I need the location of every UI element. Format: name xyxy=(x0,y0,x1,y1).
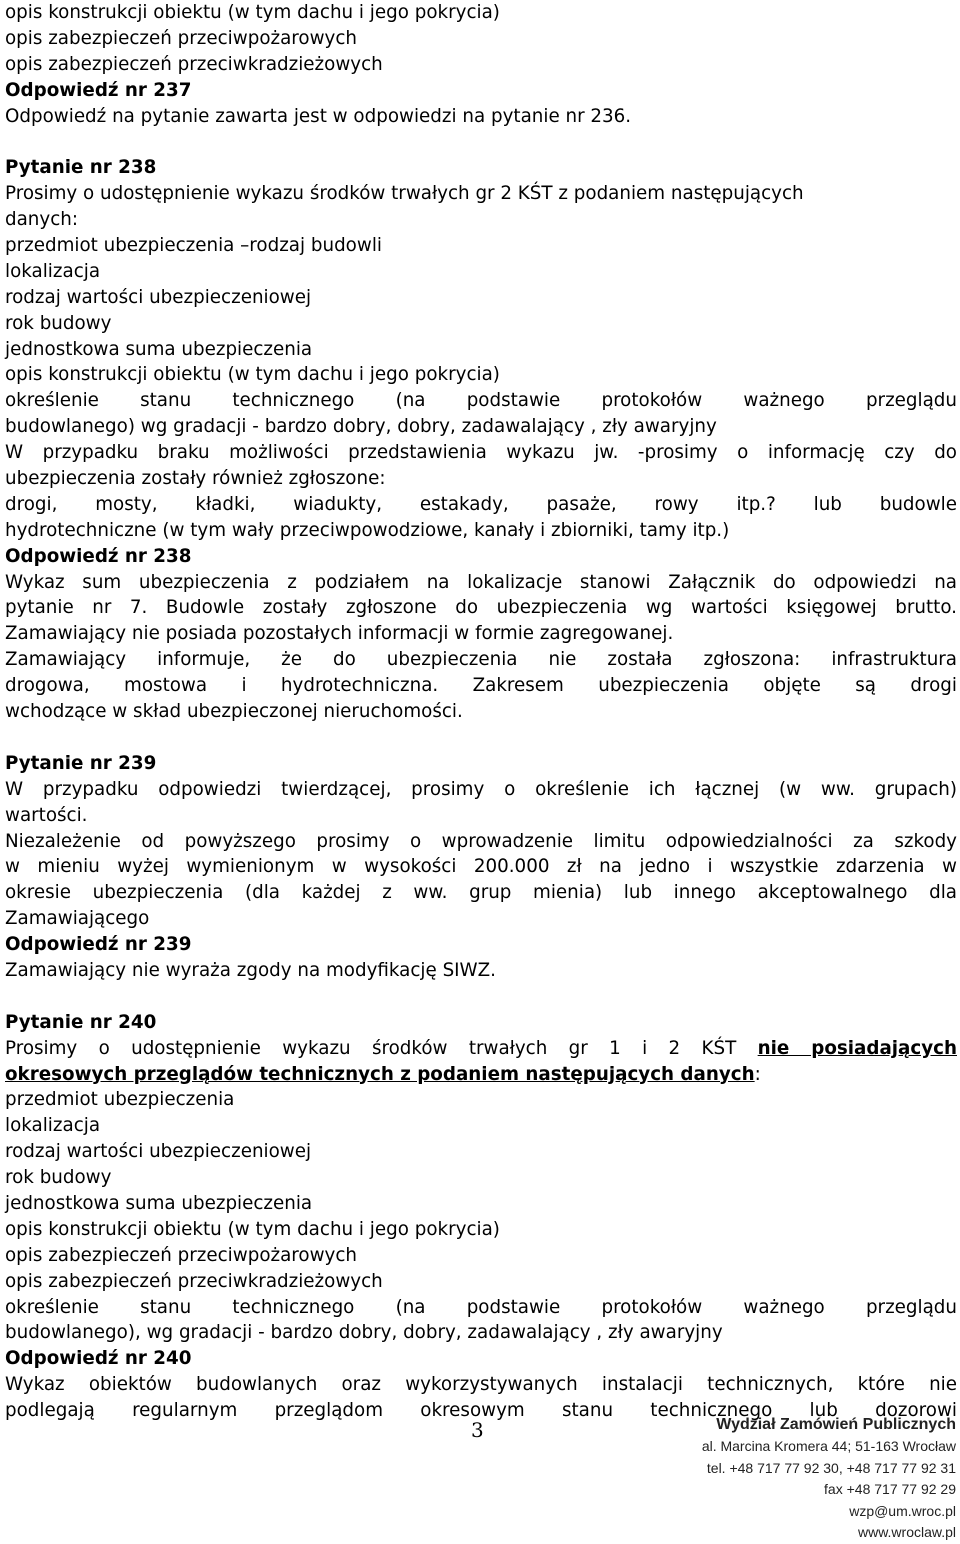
text-line xyxy=(5,1062,957,1088)
answer-237-text: Odpowiedź na pytanie zawarta jest w odpowiedzi na pytanie nr 236. xyxy=(5,105,632,127)
list-item: opis konstrukcji obiektu (w tym dachu i jego pokrycia) xyxy=(5,364,500,386)
text-line: budowlanego) wg gradacji - bardzo dobry, dobry, zadawalający , zły awaryjny xyxy=(5,416,717,438)
text-line: Zamawiającego xyxy=(5,908,150,930)
footer-web: www.wroclaw.pl xyxy=(857,1524,956,1540)
text-line: W przypadku odpowiedzi twierdzącej, prosimy o określenie ich łącznej (w ww. grupach) xyxy=(5,778,957,800)
footer-org-name: Wydział Zamówień Publicznych xyxy=(716,1416,956,1433)
footer-contact xyxy=(702,1414,956,1544)
question-240-emphasis-cont: okresowych przeglądów technicznych z podaniem następujących danych xyxy=(5,1063,755,1085)
text-line: w mieniu wyżej wymienionym w wysokości 200.000 zł na jedno i wszystkie zdarzenia w xyxy=(5,856,957,878)
list-item: rodzaj wartości ubezpieczeniowej xyxy=(5,286,312,308)
text-line: budowlanego), wg gradacji - bardzo dobry, dobry, zadawalający , zły awaryjny xyxy=(5,1322,723,1344)
list-item: przedmiot ubezpieczenia xyxy=(5,1089,235,1111)
text-line: Niezależenie od powyższego prosimy o wprowadzenie limitu odpowiedzialności za szkody xyxy=(5,830,957,852)
text-line xyxy=(5,1036,957,1062)
text-line: Zamawiający informuje, że do ubezpieczenia nie została zgłoszona: infrastruktura xyxy=(5,649,957,671)
list-item: rok budowy xyxy=(5,1167,112,1189)
list-item: opis zabezpieczeń przeciwkradzieżowych xyxy=(5,1270,383,1292)
answer-239-heading: Odpowiedź nr 239 xyxy=(5,934,192,956)
answer-240-heading: Odpowiedź nr 240 xyxy=(5,1348,192,1370)
text-line: określenie stanu technicznego (na podstawie protokołów ważnego przeglądu xyxy=(5,390,957,412)
answer-239-text: Zamawiający nie wyraża zgody na modyfikację SIWZ. xyxy=(5,959,496,981)
list-item: jednostkowa suma ubezpieczenia xyxy=(5,1192,313,1214)
page-number: 3 xyxy=(471,1418,484,1442)
question-239-heading: Pytanie nr 239 xyxy=(5,752,157,774)
text-line: Prosimy o udostępnienie wykazu środków trwałych gr 2 KŚT z podaniem następujących xyxy=(5,183,804,205)
colon: : xyxy=(754,1063,761,1085)
footer-fax: fax +48 717 77 92 29 xyxy=(824,1481,956,1497)
text-line: W przypadku braku możliwości przedstawienia wykazu jw. -prosimy o informację czy do xyxy=(5,442,957,464)
list-item: jednostkowa suma ubezpieczenia xyxy=(5,338,313,360)
list-item: rodzaj wartości ubezpieczeniowej xyxy=(5,1141,312,1163)
footer-tel: tel. +48 717 77 92 30, +48 717 77 92 31 xyxy=(706,1459,956,1476)
text-line: podlegają regularnym przeglądom okresowym stanu technicznego lub dozorowi xyxy=(5,1400,957,1422)
list-item: opis zabezpieczeń przeciwpożarowych xyxy=(5,1244,358,1266)
list-item: opis konstrukcji obiektu (w tym dachu i jego pokrycia) xyxy=(5,1218,500,1240)
question-240-heading: Pytanie nr 240 xyxy=(5,1011,157,1033)
text-line: opis konstrukcji obiektu (w tym dachu i jego pokrycia) xyxy=(5,2,500,23)
text-line: określenie stanu technicznego (na podstawie protokołów ważnego przeglądu xyxy=(5,1296,957,1318)
list-item: lokalizacja xyxy=(5,260,101,282)
footer-email: wzp@um.wroc.pl xyxy=(849,1502,956,1519)
answer-237-heading: Odpowiedź nr 237 xyxy=(5,79,192,101)
text-line: ubezpieczenia zostały również zgłoszone: xyxy=(5,468,386,490)
question-240-emphasis: nie posiadających xyxy=(757,1037,957,1059)
footer-address: al. Marcina Kromera 44; 51-163 Wrocław xyxy=(701,1438,956,1454)
question-240-intro: Prosimy o udostępnienie wykazu środków trwałych gr 1 i 2 KŚT xyxy=(5,1037,737,1059)
answer-238-heading: Odpowiedź nr 238 xyxy=(5,545,192,567)
text-line: opis zabezpieczeń przeciwpożarowych xyxy=(5,27,358,49)
document-page xyxy=(5,0,957,1424)
text-line: hydrotechniczne (w tym wały przeciwpowodziowe, kanały i zbiorniki, tamy itp.) xyxy=(5,519,730,541)
text-line: drogowa, mostowa i hydrotechniczna. Zakresem ubezpieczenia objęte są drogi xyxy=(5,675,957,697)
text-line: okresie ubezpieczenia (dla każdej z ww. grup mienia) lub innego akceptowalnego dla xyxy=(5,882,957,904)
text-line: Wykaz sum ubezpieczenia z podziałem na lokalizacje stanowi Załącznik do odpowiedzi na xyxy=(5,571,957,593)
question-238-heading: Pytanie nr 238 xyxy=(5,157,157,179)
list-item: przedmiot ubezpieczenia –rodzaj budowli xyxy=(5,235,382,257)
text-line: pytanie nr 7. Budowle zostały zgłoszone do ubezpieczenia wg wartości księgowej brutto. xyxy=(5,597,957,619)
list-item: lokalizacja xyxy=(5,1115,101,1137)
text-line: Wykaz obiektów budowlanych oraz wykorzystywanych instalacji technicznych, które nie xyxy=(5,1374,957,1396)
text-line: drogi, mosty, kładki, wiadukty, estakady, pasaże, rowy itp.? lub budowle xyxy=(5,493,957,515)
text-line: danych: xyxy=(5,209,79,231)
list-item: rok budowy xyxy=(5,312,112,334)
text-line: wartości. xyxy=(5,804,88,826)
text-line: wchodzące w skład ubezpieczonej nieruchomości. xyxy=(5,701,463,723)
text-line: Zamawiający nie posiada pozostałych informacji w formie zagregowanej. xyxy=(5,623,674,645)
text-line: opis zabezpieczeń przeciwkradzieżowych xyxy=(5,53,383,75)
